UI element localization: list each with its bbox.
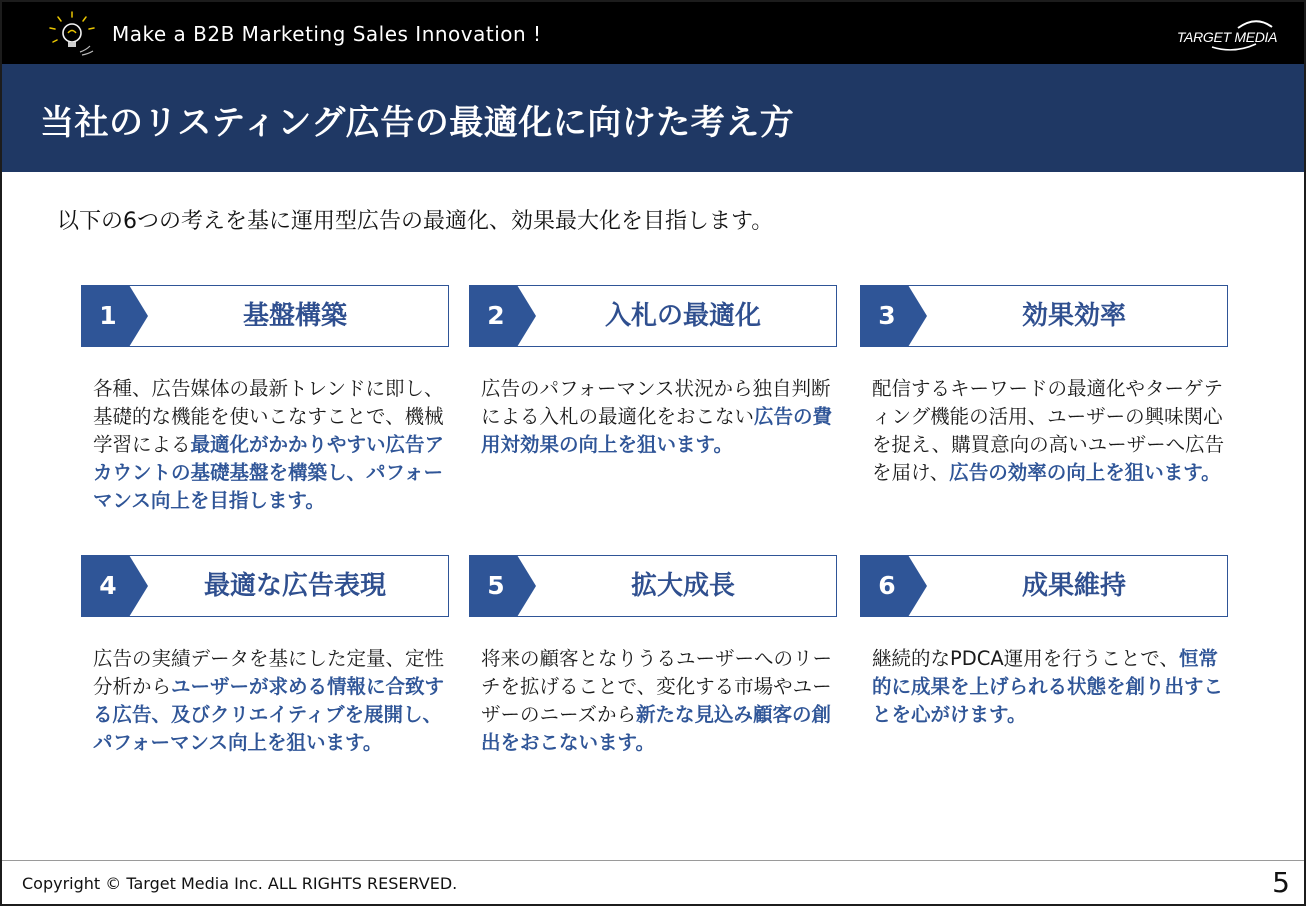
- intro-text: 以下の6つの考えを基に運用型広告の最適化、効果最大化を目指します。: [57, 209, 774, 234]
- card-2: [469, 285, 837, 459]
- card-number: 6: [878, 571, 896, 600]
- card-4: [81, 555, 449, 757]
- page-title: 当社のリスティング広告の最適化に向けた考え方: [40, 103, 795, 143]
- brand-name: TARGET MEDIA: [1176, 29, 1278, 45]
- card-title: 最適な広告表現: [203, 571, 386, 601]
- card-highlight: 新たな見込み顧客の創出をおこないます。: [481, 703, 832, 754]
- card-3: [860, 285, 1228, 487]
- title-bar: [2, 64, 1304, 172]
- card-title: 基盤構築: [242, 301, 347, 331]
- card-title: 入札の最適化: [604, 301, 761, 331]
- card-body: [93, 645, 449, 757]
- card-highlight: ユーザーが求める情報に合致する広告、及びクリエイティブを展開し、パフォーマンス向上を狙います。: [93, 675, 445, 754]
- card-title: 拡大成長: [630, 571, 735, 601]
- card-highlight: 恒常的に成果を上げられる状態を創り出すことを心がけます。: [872, 647, 1224, 726]
- card-text: 広告のパフォーマンス状況から独自判断による入札の最適化をおこない: [481, 377, 831, 428]
- card-header: [860, 285, 1228, 347]
- card-body: [872, 645, 1228, 729]
- card-number: 1: [99, 301, 117, 330]
- card-header: [469, 555, 837, 617]
- top-bar: [2, 2, 1304, 64]
- card-header: [81, 285, 449, 347]
- card-text: 各種、広告媒体の最新トレンドに即し、基礎的な機能を使いこなすことで、機械学習による: [93, 377, 444, 456]
- card-text: 将来の顧客となりうるユーザーへのリーチを拡げることで、変化する市場やユーザーのニーズから: [481, 647, 833, 726]
- card-body: [481, 645, 837, 757]
- card-header: [81, 555, 449, 617]
- card-highlight: 広告の費用対効果の向上を狙います。: [481, 405, 833, 456]
- card-highlight: 最適化がかかりやすい広告アカウントの基礎基盤を構築し、パフォーマンス向上を目指します。: [93, 433, 445, 512]
- card-6: [860, 555, 1228, 729]
- card-header: [860, 555, 1228, 617]
- card-body: [872, 375, 1228, 487]
- card-number: 3: [878, 301, 896, 330]
- card-number: 4: [99, 571, 117, 600]
- copyright: Copyright © Target Media Inc. ALL RIGHTS RESERVED.: [22, 874, 458, 893]
- page-number: 5: [1272, 866, 1290, 899]
- card-body: [481, 375, 837, 459]
- brand-logo: [1172, 16, 1282, 54]
- card-text: 継続的なPDCA運用を行うことで、: [872, 647, 1179, 670]
- footer-divider: [2, 860, 1304, 861]
- tagline: Make a B2B Marketing Sales Innovation !: [112, 22, 542, 46]
- card-highlight: 広告の効率の向上を狙います。: [949, 461, 1221, 484]
- card-title: 効果効率: [1021, 301, 1126, 331]
- card-header: [469, 285, 837, 347]
- card-text: 配信するキーワードの最適化やターゲティング機能の活用、ユーザーの興味関心を捉え、購買意向の高いユーザーへ広告を届け、: [872, 377, 1225, 484]
- card-5: [469, 555, 837, 757]
- card-number: 5: [487, 571, 505, 600]
- card-number: 2: [487, 301, 505, 330]
- lightbulb-icon: [42, 8, 102, 60]
- card-1: [81, 285, 449, 515]
- card-text: 広告の実績データを基にした定量、定性分析から: [93, 647, 445, 698]
- card-body: [93, 375, 449, 515]
- card-title: 成果維持: [1021, 571, 1126, 601]
